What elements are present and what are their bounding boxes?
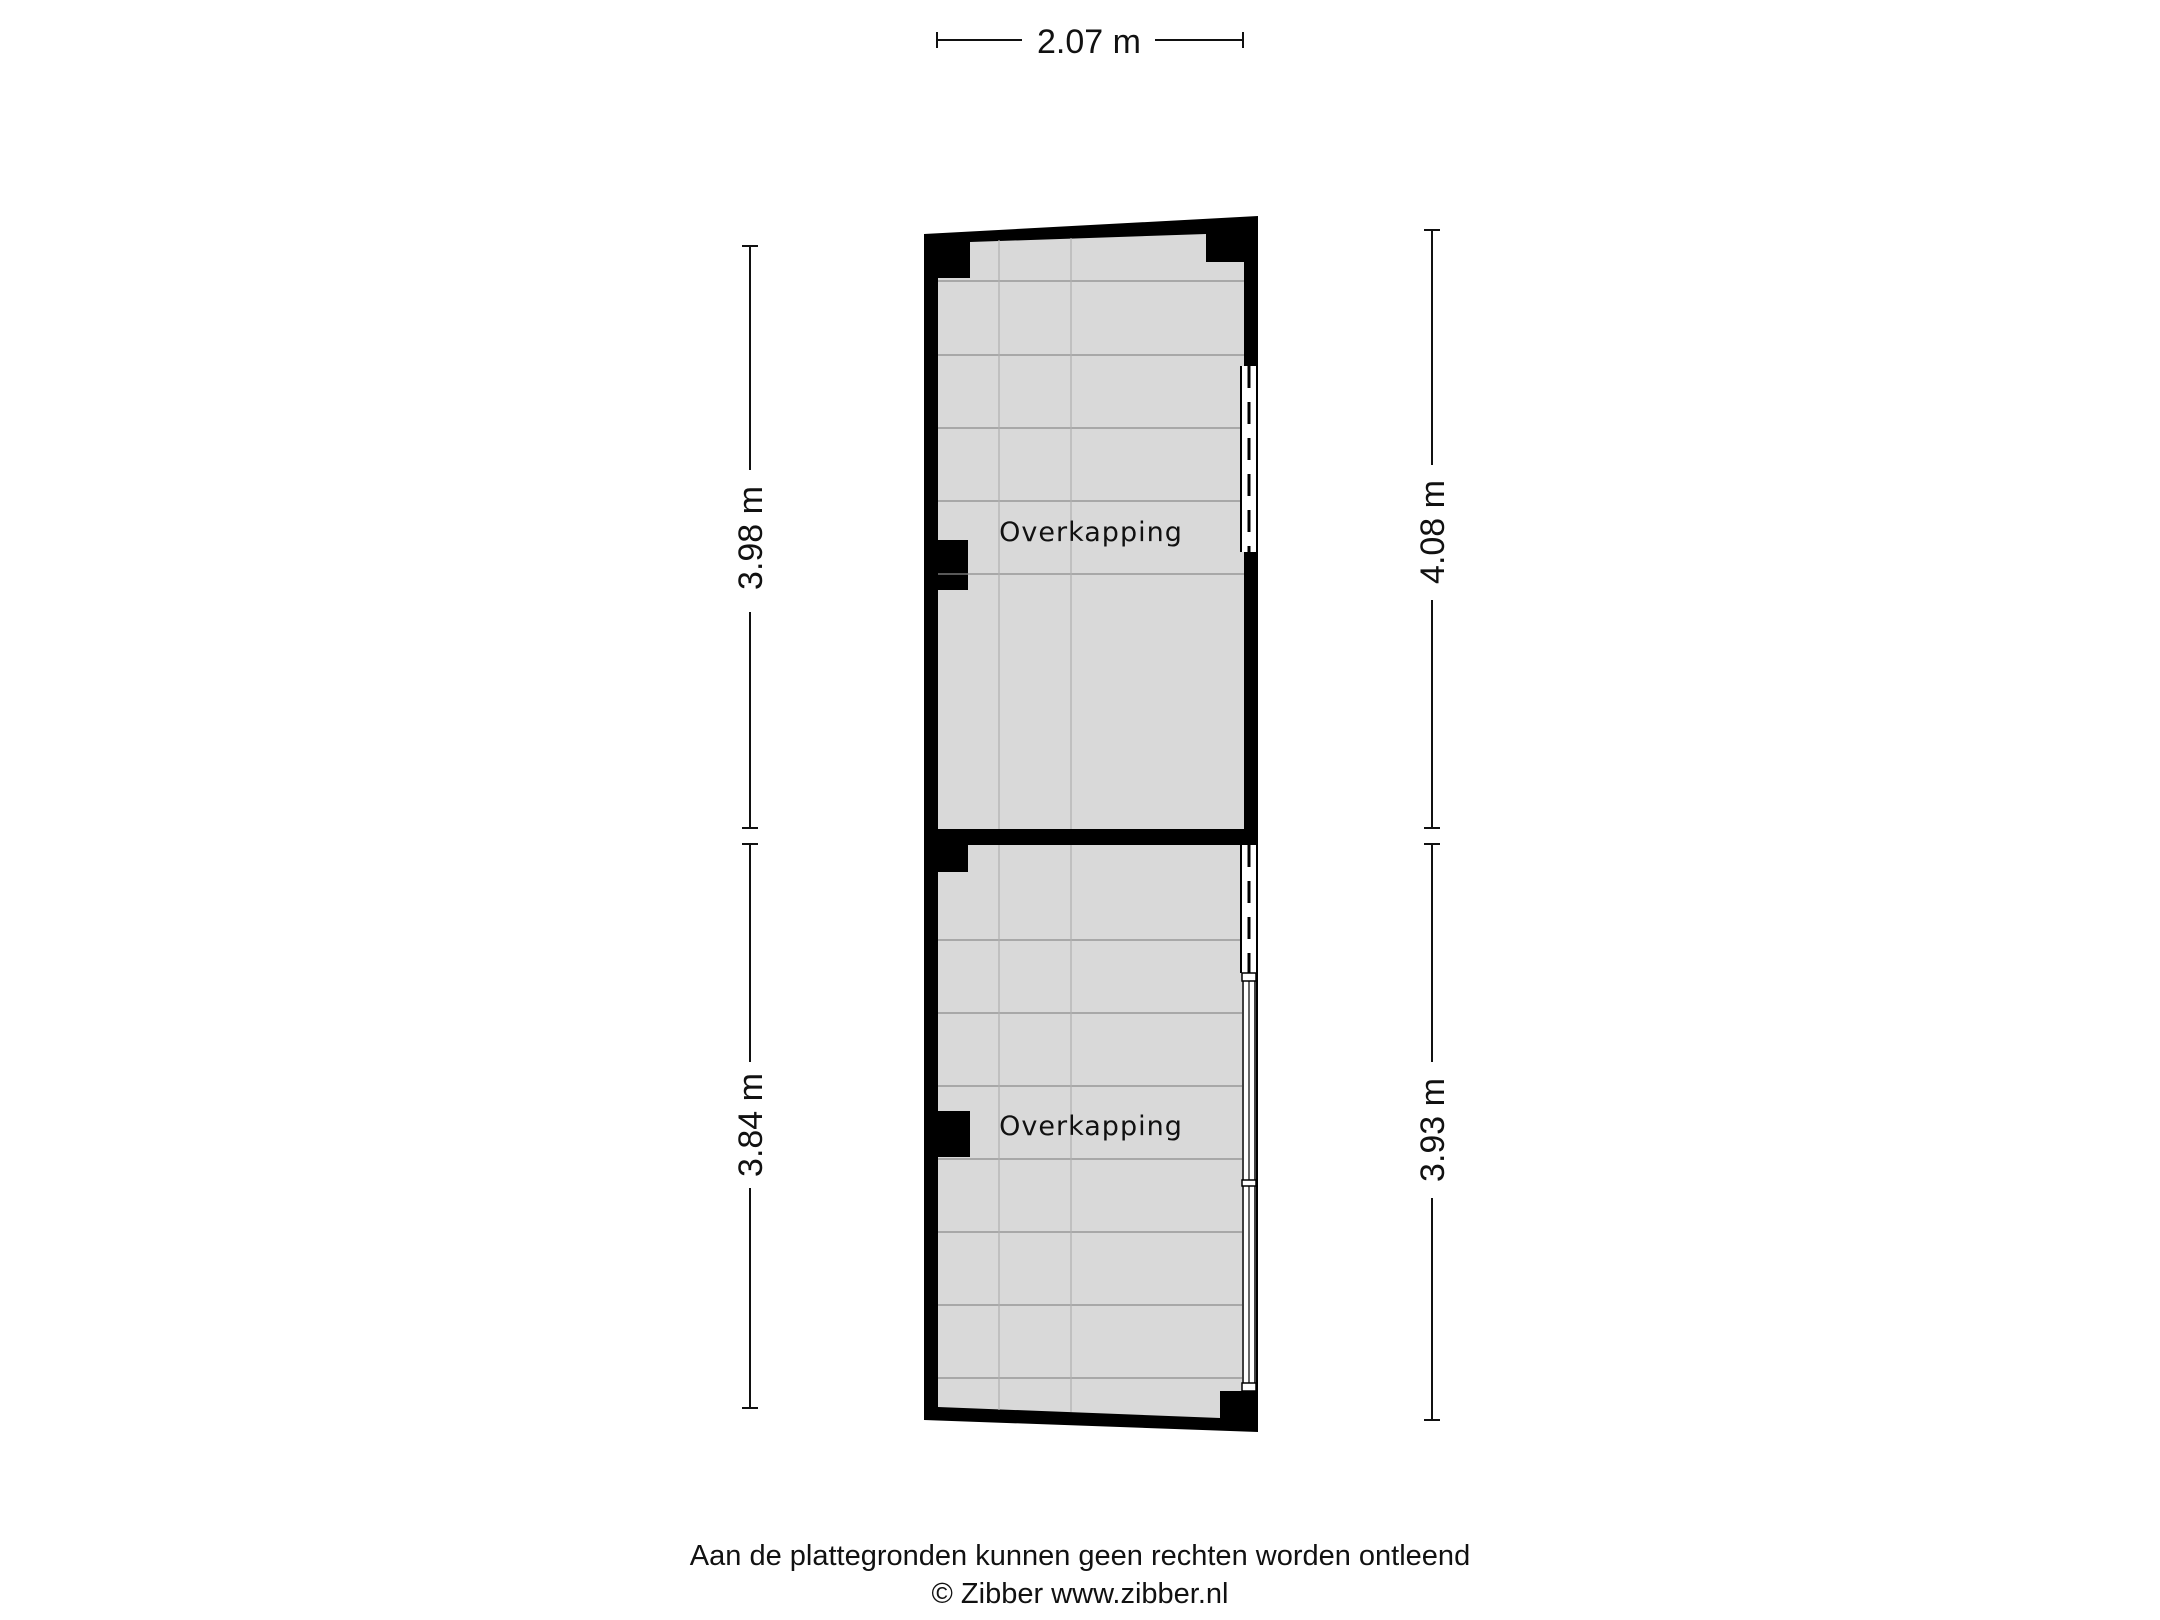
dimension-right-upper-label: 4.08 m (1414, 480, 1452, 584)
wall-opening-upper (1240, 366, 1258, 552)
dimension-top-label: 2.07 m (1037, 23, 1141, 61)
dimension-right-upper (1414, 230, 1452, 828)
dimension-top (937, 23, 1243, 61)
dimension-left-upper (732, 246, 770, 828)
dimension-left-lower (732, 844, 770, 1408)
window-strip (1242, 973, 1256, 1391)
room-label-upper: Overkapping (999, 517, 1183, 548)
wall-opening-lower (1240, 845, 1258, 973)
copyright-text: © Zibber www.zibber.nl (931, 1578, 1229, 1610)
dimension-right-lower-label: 3.93 m (1414, 1078, 1452, 1182)
disclaimer-text: Aan de plattegronden kunnen geen rechten worden ontleend (689, 1540, 1471, 1572)
dimension-left-upper-label: 3.98 m (732, 486, 770, 590)
room-label-lower: Overkapping (999, 1111, 1183, 1142)
dimension-right-lower (1414, 844, 1452, 1420)
dimension-left-lower-label: 3.84 m (732, 1073, 770, 1177)
